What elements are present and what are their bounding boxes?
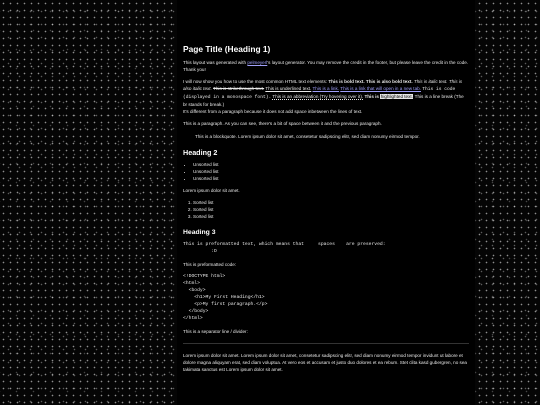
abbreviation[interactable]: This is an abbreviation (Try hovering over it). (272, 94, 364, 99)
example-link-new-tab[interactable]: This is a link that will open in a new tab. (340, 86, 421, 91)
list-item: 1. Sorted list (193, 199, 469, 206)
bold-text: This is bold text. (328, 79, 365, 84)
lorem-long: Lorem ipsum dolor sit amet. Lorem ipsum dolor sit amet, consetetur sadipscing elitr, sed diam nonumy eirmod tempor invidunt ut labore et dolore magna aliquyam erat, sed diam voluptua. At vero eos et accusam et justo duo dolores et ea rebum. Stet clita kasd gubergren, no sea takimata sanctus est Lorem ipsum dolor sit amet. (183, 353, 467, 372)
divider (183, 343, 469, 344)
elements-paragraph (183, 78, 469, 115)
line-break-text: This is a line break (The br stands for break.) (183, 94, 464, 107)
italic-text-alt: This is also italic text. (183, 79, 463, 91)
strikethrough-text: This is strikethrough text. (213, 86, 265, 91)
inline-code: This is code (displayed in a monospace font). (183, 87, 456, 100)
paragraph: This is a paragraph. As you can see, there's a bit of space between it and the previous paragraph. (183, 121, 382, 126)
highlighted-text: highlighted text. (380, 94, 413, 99)
separator-label: This is a separator line / divider: (183, 329, 248, 334)
bold-text-lead: This is (364, 94, 379, 99)
code-block: <!DOCTYPE html> <html> <body> <h1>My First Heading</h1> <p>My first paragraph.</p> </body> </html> (183, 274, 268, 321)
content-column (177, 0, 475, 405)
heading-2: Heading 2 (183, 148, 218, 157)
heading-3: Heading 3 (183, 229, 216, 236)
blockquote: This is a blockquote. Lorem ipsum dolor sit amet, consetetur sadipscing elitr, sed diam nonumy eirmod tempor. (195, 134, 420, 139)
list-item: 2. Sorted list (193, 206, 469, 213)
list-item: • Unsorted list (193, 175, 469, 182)
example-link[interactable]: This is a link. (312, 86, 340, 91)
page-title: Page Title (Heading 1) (183, 44, 271, 54)
bold-text-alt: This is also bold text. (365, 79, 413, 84)
unsorted-list (183, 161, 469, 182)
lorem-short: Lorem ipsum dolor sit amet. (183, 188, 240, 193)
italic-text: This is italic text. (413, 79, 448, 84)
list-item: • Unsorted list (193, 168, 469, 175)
intro-text-pre: This layout was generated with (183, 60, 248, 65)
after-break-text: It's different from a paragraph because it does not add space inbetween the lines of text. (183, 109, 363, 114)
preformatted-code-label: This is preformatted code: (183, 262, 237, 267)
list-item: 3. Sorted list (193, 213, 469, 220)
elements-lead: I will now show you how to use the most common HTML text elements: (183, 79, 329, 84)
list-item: • Unsorted list (193, 161, 469, 168)
preformatted-text: This is preformatted text, which means that spaces are preserved: :D (183, 242, 386, 254)
intro-paragraph (183, 59, 469, 73)
underlined-text: This is underlined text. (265, 86, 312, 91)
sorted-list (183, 199, 469, 220)
intro-text-post: 's layout generator. You may remove the credit in the footer, but please leave the credit in the code. Thank you! (183, 60, 469, 72)
intro-credit-link[interactable]: pelmeyerl (247, 60, 268, 65)
